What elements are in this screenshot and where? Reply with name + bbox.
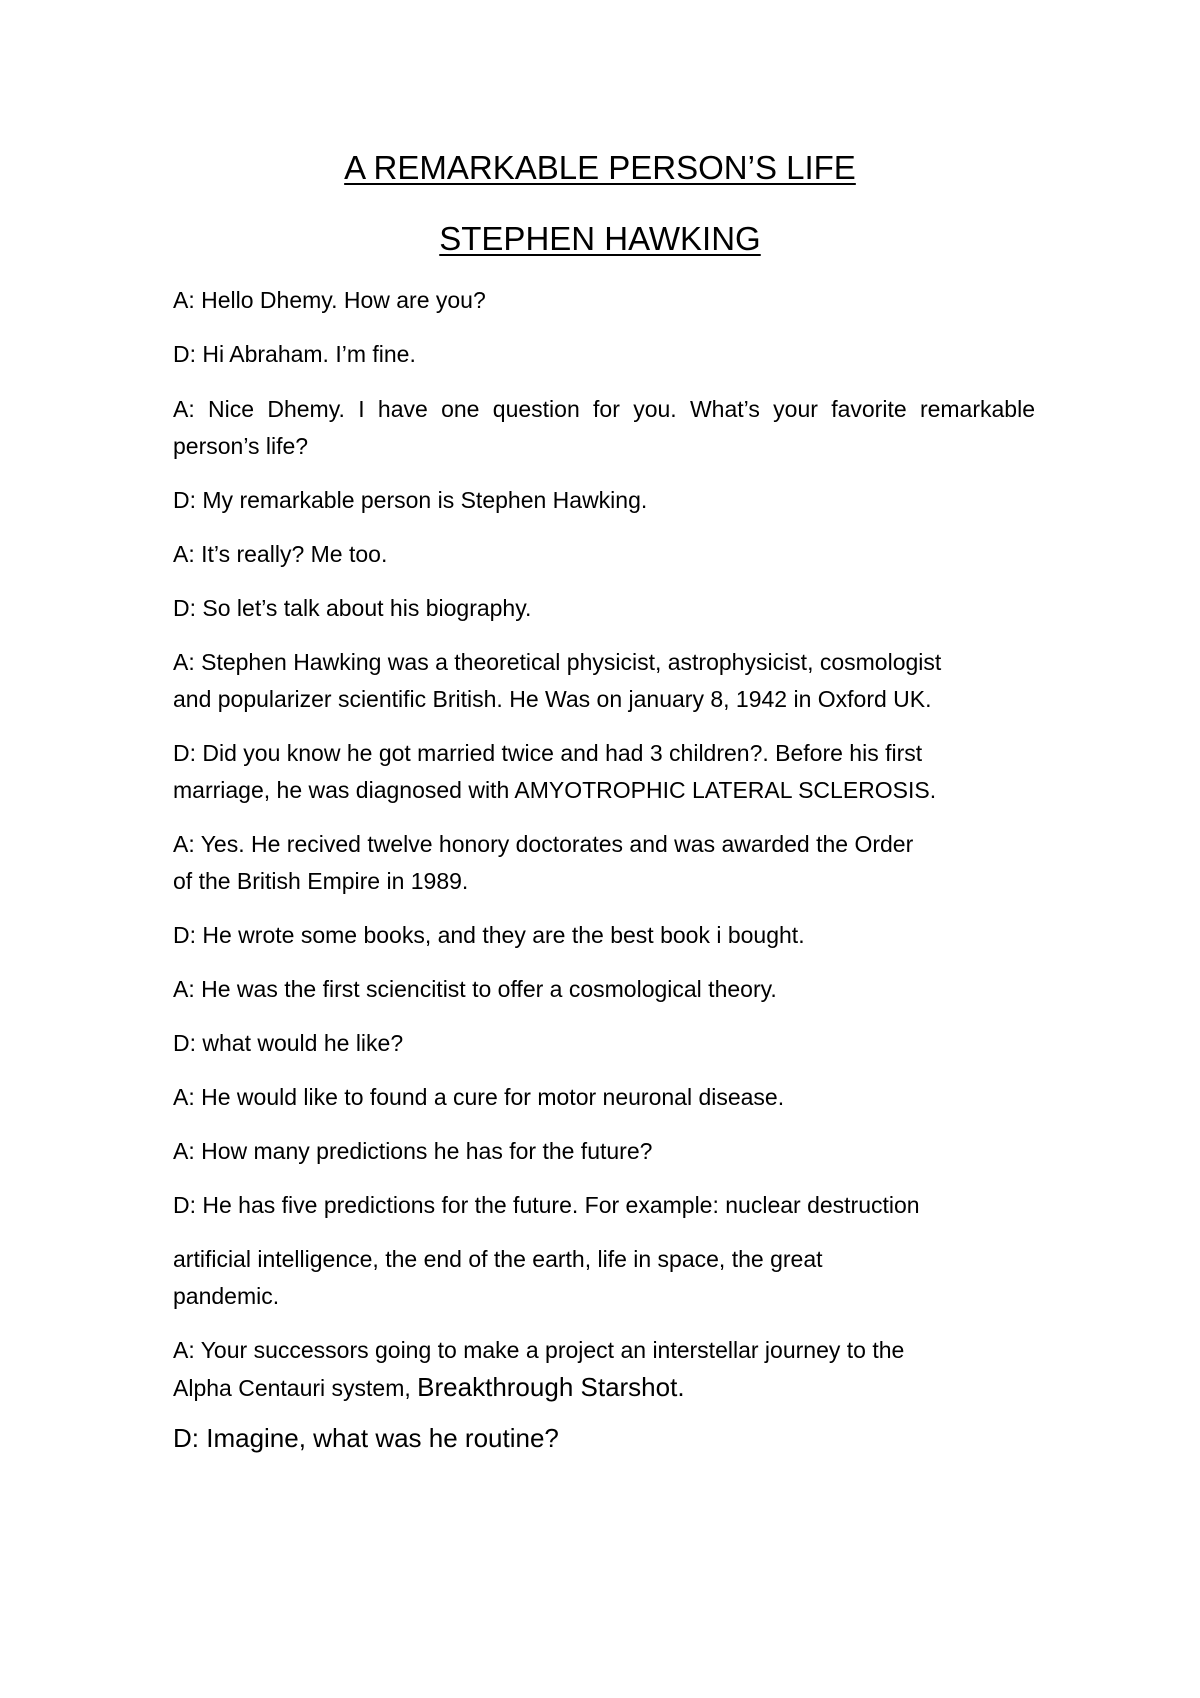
dialogue-line: D: what would he like? — [173, 1030, 404, 1056]
dialogue-line: D: My remarkable person is Stephen Hawking. — [173, 487, 648, 513]
document-subtitle: STEPHEN HAWKING — [439, 220, 761, 257]
document-title: A REMARKABLE PERSON’S LIFE — [344, 149, 856, 186]
dialogue-line: artificial intelligence, the end of the earth, life in space, the great — [173, 1246, 823, 1272]
dialogue-line: A: He would like to found a cure for motor neuronal disease. — [173, 1084, 785, 1110]
dialogue-line: of the British Empire in 1989. — [173, 868, 469, 894]
dialogue-line: A: Nice Dhemy. I have one question for you. What’s your favorite remarkable person’s life? — [173, 396, 1035, 459]
dialogue-line: marriage, he was diagnosed with AMYOTROPHIC LATERAL SCLEROSIS. — [173, 777, 937, 803]
dialogue-line: A: Stephen Hawking was a theoretical physicist, astrophysicist, cosmologist — [173, 649, 942, 675]
dialogue-line: D: Imagine, what was he routine? — [173, 1423, 559, 1453]
dialogue-line: A: He was the first sciencitist to offer a cosmological theory. — [173, 976, 777, 1002]
dialogue-line — [173, 1369, 1035, 1407]
project-name: Breakthrough Starshot. — [417, 1372, 685, 1402]
dialogue-line: A: How many predictions he has for the future? — [173, 1138, 653, 1164]
dialogue-line: and popularizer scientific British. He Was on january 8, 1942 in Oxford UK. — [173, 686, 932, 712]
dialogue-line: D: He has five predictions for the future. For example: nuclear destruction — [173, 1192, 920, 1218]
dialogue-line: A: Your successors going to make a project an interstellar journey to the — [173, 1337, 905, 1363]
dialogue-line: D: He wrote some books, and they are the best book i bought. — [173, 922, 805, 948]
dialogue-line: A: Hello Dhemy. How are you? — [173, 287, 486, 313]
dialogue-line: D: So let’s talk about his biography. — [173, 595, 532, 621]
dialogue-line: pandemic. — [173, 1283, 280, 1309]
dialogue-line: A: Yes. He recived twelve honory doctorates and was awarded the Order — [173, 831, 914, 857]
dialogue-line: D: Did you know he got married twice and had 3 children?. Before his first — [173, 740, 923, 766]
dialogue-line: A: It’s really? Me too. — [173, 541, 388, 567]
dialogue-line-part: Alpha Centauri system, — [173, 1375, 411, 1401]
dialogue-line: D: Hi Abraham. I’m fine. — [173, 341, 416, 367]
